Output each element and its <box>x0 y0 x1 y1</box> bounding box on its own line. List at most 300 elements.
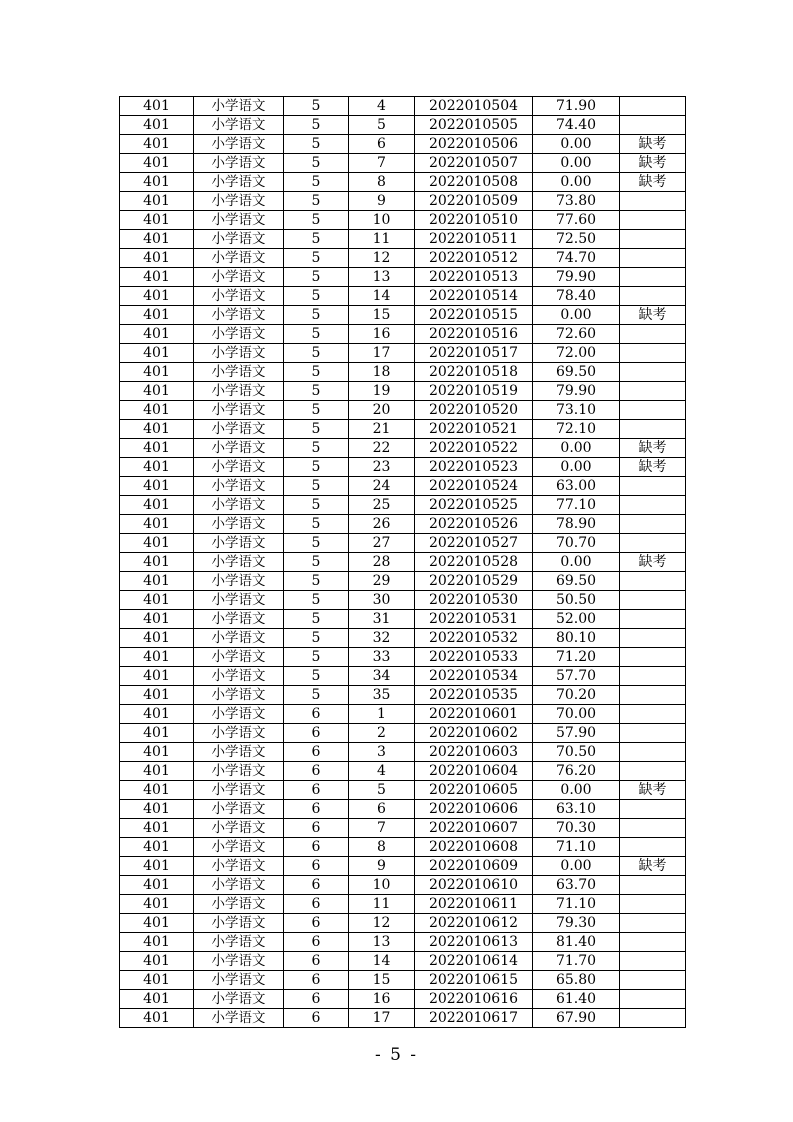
room-cell: 6 <box>284 743 349 762</box>
remark-cell: 缺考 <box>620 306 686 325</box>
exam-code-cell: 401 <box>120 876 194 895</box>
exam-code-cell: 401 <box>120 515 194 534</box>
seat-cell: 15 <box>349 306 415 325</box>
room-cell: 5 <box>284 458 349 477</box>
remark-cell <box>620 534 686 553</box>
room-cell: 6 <box>284 857 349 876</box>
subject-cell: 小学语文 <box>194 515 284 534</box>
score-cell: 0.00 <box>533 781 620 800</box>
seat-cell: 1 <box>349 705 415 724</box>
subject-cell: 小学语文 <box>194 249 284 268</box>
ticket-number-cell: 2022010524 <box>415 477 533 496</box>
ticket-number-cell: 2022010516 <box>415 325 533 344</box>
score-cell: 78.90 <box>533 515 620 534</box>
exam-code-cell: 401 <box>120 249 194 268</box>
room-cell: 5 <box>284 249 349 268</box>
subject-cell: 小学语文 <box>194 344 284 363</box>
seat-cell: 14 <box>349 287 415 306</box>
seat-cell: 32 <box>349 629 415 648</box>
subject-cell: 小学语文 <box>194 287 284 306</box>
score-cell: 72.00 <box>533 344 620 363</box>
score-cell: 67.90 <box>533 1009 620 1028</box>
exam-code-cell: 401 <box>120 458 194 477</box>
exam-code-cell: 401 <box>120 610 194 629</box>
subject-cell: 小学语文 <box>194 686 284 705</box>
remark-cell <box>620 382 686 401</box>
ticket-number-cell: 2022010507 <box>415 154 533 173</box>
table-row <box>120 211 686 230</box>
remark-cell <box>620 762 686 781</box>
subject-cell: 小学语文 <box>194 971 284 990</box>
room-cell: 5 <box>284 344 349 363</box>
score-cell: 70.50 <box>533 743 620 762</box>
table-row <box>120 154 686 173</box>
room-cell: 5 <box>284 401 349 420</box>
exam-code-cell: 401 <box>120 724 194 743</box>
exam-code-cell: 401 <box>120 990 194 1009</box>
subject-cell: 小学语文 <box>194 439 284 458</box>
exam-code-cell: 401 <box>120 420 194 439</box>
score-cell: 72.10 <box>533 420 620 439</box>
exam-code-cell: 401 <box>120 553 194 572</box>
exam-code-cell: 401 <box>120 344 194 363</box>
seat-cell: 17 <box>349 344 415 363</box>
room-cell: 5 <box>284 496 349 515</box>
subject-cell: 小学语文 <box>194 876 284 895</box>
seat-cell: 16 <box>349 325 415 344</box>
ticket-number-cell: 2022010532 <box>415 629 533 648</box>
score-cell: 0.00 <box>533 458 620 477</box>
table-row <box>120 173 686 192</box>
subject-cell: 小学语文 <box>194 496 284 515</box>
room-cell: 5 <box>284 591 349 610</box>
room-cell: 6 <box>284 990 349 1009</box>
ticket-number-cell: 2022010612 <box>415 914 533 933</box>
seat-cell: 17 <box>349 1009 415 1028</box>
remark-cell <box>620 268 686 287</box>
room-cell: 5 <box>284 629 349 648</box>
room-cell: 5 <box>284 382 349 401</box>
score-cell: 65.80 <box>533 971 620 990</box>
remark-cell <box>620 952 686 971</box>
score-cell: 0.00 <box>533 553 620 572</box>
ticket-number-cell: 2022010530 <box>415 591 533 610</box>
exam-code-cell: 401 <box>120 800 194 819</box>
subject-cell: 小学语文 <box>194 173 284 192</box>
table-row <box>120 705 686 724</box>
ticket-number-cell: 2022010534 <box>415 667 533 686</box>
room-cell: 5 <box>284 648 349 667</box>
room-cell: 5 <box>284 572 349 591</box>
score-cell: 71.70 <box>533 952 620 971</box>
remark-cell: 缺考 <box>620 135 686 154</box>
remark-cell <box>620 895 686 914</box>
table-row <box>120 724 686 743</box>
ticket-number-cell: 2022010601 <box>415 705 533 724</box>
room-cell: 6 <box>284 838 349 857</box>
remark-cell <box>620 325 686 344</box>
seat-cell: 29 <box>349 572 415 591</box>
room-cell: 5 <box>284 610 349 629</box>
table-row <box>120 420 686 439</box>
score-cell: 63.70 <box>533 876 620 895</box>
seat-cell: 3 <box>349 743 415 762</box>
ticket-number-cell: 2022010515 <box>415 306 533 325</box>
room-cell: 6 <box>284 762 349 781</box>
table-row <box>120 515 686 534</box>
remark-cell <box>620 420 686 439</box>
room-cell: 5 <box>284 268 349 287</box>
table-row <box>120 382 686 401</box>
exam-code-cell: 401 <box>120 211 194 230</box>
room-cell: 6 <box>284 971 349 990</box>
ticket-number-cell: 2022010607 <box>415 819 533 838</box>
score-cell: 61.40 <box>533 990 620 1009</box>
table-row <box>120 743 686 762</box>
ticket-number-cell: 2022010531 <box>415 610 533 629</box>
seat-cell: 12 <box>349 914 415 933</box>
table-row <box>120 781 686 800</box>
exam-code-cell: 401 <box>120 591 194 610</box>
remark-cell: 缺考 <box>620 857 686 876</box>
remark-cell <box>620 230 686 249</box>
remark-cell <box>620 629 686 648</box>
room-cell: 5 <box>284 420 349 439</box>
table-row <box>120 971 686 990</box>
room-cell: 5 <box>284 686 349 705</box>
seat-cell: 8 <box>349 173 415 192</box>
score-cell: 78.40 <box>533 287 620 306</box>
ticket-number-cell: 2022010523 <box>415 458 533 477</box>
table-row <box>120 439 686 458</box>
room-cell: 6 <box>284 933 349 952</box>
page-number: - 5 - <box>374 1045 419 1065</box>
room-cell: 5 <box>284 230 349 249</box>
score-cell: 0.00 <box>533 439 620 458</box>
ticket-number-cell: 2022010617 <box>415 1009 533 1028</box>
table-row <box>120 363 686 382</box>
table-row <box>120 116 686 135</box>
seat-cell: 11 <box>349 895 415 914</box>
remark-cell <box>620 1009 686 1028</box>
room-cell: 5 <box>284 325 349 344</box>
seat-cell: 9 <box>349 857 415 876</box>
ticket-number-cell: 2022010606 <box>415 800 533 819</box>
ticket-number-cell: 2022010609 <box>415 857 533 876</box>
subject-cell: 小学语文 <box>194 667 284 686</box>
room-cell: 6 <box>284 800 349 819</box>
table-row <box>120 610 686 629</box>
ticket-number-cell: 2022010613 <box>415 933 533 952</box>
exam-code-cell: 401 <box>120 838 194 857</box>
table-row <box>120 268 686 287</box>
table-row <box>120 876 686 895</box>
table-row <box>120 230 686 249</box>
subject-cell: 小学语文 <box>194 610 284 629</box>
table-row <box>120 249 686 268</box>
score-cell: 0.00 <box>533 173 620 192</box>
score-cell: 77.60 <box>533 211 620 230</box>
remark-cell <box>620 648 686 667</box>
score-cell: 70.70 <box>533 534 620 553</box>
table-row <box>120 97 686 116</box>
exam-code-cell: 401 <box>120 287 194 306</box>
ticket-number-cell: 2022010521 <box>415 420 533 439</box>
score-cell: 74.40 <box>533 116 620 135</box>
seat-cell: 26 <box>349 515 415 534</box>
exam-code-cell: 401 <box>120 572 194 591</box>
score-cell: 0.00 <box>533 857 620 876</box>
remark-cell: 缺考 <box>620 439 686 458</box>
seat-cell: 34 <box>349 667 415 686</box>
subject-cell: 小学语文 <box>194 401 284 420</box>
table-row <box>120 895 686 914</box>
seat-cell: 4 <box>349 762 415 781</box>
seat-cell: 13 <box>349 933 415 952</box>
remark-cell <box>620 249 686 268</box>
score-cell: 73.10 <box>533 401 620 420</box>
exam-code-cell: 401 <box>120 135 194 154</box>
seat-cell: 8 <box>349 838 415 857</box>
remark-cell: 缺考 <box>620 173 686 192</box>
room-cell: 6 <box>284 876 349 895</box>
seat-cell: 4 <box>349 97 415 116</box>
ticket-number-cell: 2022010517 <box>415 344 533 363</box>
table-row <box>120 762 686 781</box>
table-row <box>120 192 686 211</box>
seat-cell: 7 <box>349 154 415 173</box>
subject-cell: 小学语文 <box>194 572 284 591</box>
room-cell: 5 <box>284 97 349 116</box>
score-cell: 77.10 <box>533 496 620 515</box>
seat-cell: 24 <box>349 477 415 496</box>
remark-cell <box>620 496 686 515</box>
subject-cell: 小学语文 <box>194 325 284 344</box>
room-cell: 5 <box>284 173 349 192</box>
subject-cell: 小学语文 <box>194 116 284 135</box>
subject-cell: 小学语文 <box>194 306 284 325</box>
seat-cell: 14 <box>349 952 415 971</box>
table-row <box>120 534 686 553</box>
remark-cell <box>620 572 686 591</box>
exam-code-cell: 401 <box>120 762 194 781</box>
subject-cell: 小学语文 <box>194 800 284 819</box>
score-cell: 70.20 <box>533 686 620 705</box>
remark-cell <box>620 743 686 762</box>
ticket-number-cell: 2022010608 <box>415 838 533 857</box>
exam-code-cell: 401 <box>120 686 194 705</box>
room-cell: 6 <box>284 819 349 838</box>
seat-cell: 28 <box>349 553 415 572</box>
subject-cell: 小学语文 <box>194 420 284 439</box>
ticket-number-cell: 2022010616 <box>415 990 533 1009</box>
score-cell: 80.10 <box>533 629 620 648</box>
subject-cell: 小学语文 <box>194 857 284 876</box>
ticket-number-cell: 2022010614 <box>415 952 533 971</box>
subject-cell: 小学语文 <box>194 553 284 572</box>
exam-code-cell: 401 <box>120 401 194 420</box>
remark-cell <box>620 363 686 382</box>
remark-cell <box>620 192 686 211</box>
remark-cell <box>620 800 686 819</box>
subject-cell: 小学语文 <box>194 477 284 496</box>
remark-cell <box>620 724 686 743</box>
subject-cell: 小学语文 <box>194 914 284 933</box>
subject-cell: 小学语文 <box>194 990 284 1009</box>
score-cell: 74.70 <box>533 249 620 268</box>
ticket-number-cell: 2022010535 <box>415 686 533 705</box>
remark-cell <box>620 477 686 496</box>
seat-cell: 5 <box>349 116 415 135</box>
table-row <box>120 914 686 933</box>
ticket-number-cell: 2022010525 <box>415 496 533 515</box>
table-row <box>120 857 686 876</box>
remark-cell <box>620 211 686 230</box>
ticket-number-cell: 2022010508 <box>415 173 533 192</box>
ticket-number-cell: 2022010520 <box>415 401 533 420</box>
room-cell: 5 <box>284 135 349 154</box>
ticket-number-cell: 2022010512 <box>415 249 533 268</box>
exam-code-cell: 401 <box>120 477 194 496</box>
seat-cell: 23 <box>349 458 415 477</box>
exam-code-cell: 401 <box>120 97 194 116</box>
ticket-number-cell: 2022010528 <box>415 553 533 572</box>
table-row <box>120 306 686 325</box>
score-cell: 71.10 <box>533 838 620 857</box>
subject-cell: 小学语文 <box>194 952 284 971</box>
ticket-number-cell: 2022010615 <box>415 971 533 990</box>
score-cell: 79.90 <box>533 268 620 287</box>
room-cell: 5 <box>284 553 349 572</box>
subject-cell: 小学语文 <box>194 648 284 667</box>
room-cell: 5 <box>284 192 349 211</box>
seat-cell: 13 <box>349 268 415 287</box>
ticket-number-cell: 2022010522 <box>415 439 533 458</box>
table-row <box>120 325 686 344</box>
ticket-number-cell: 2022010509 <box>415 192 533 211</box>
table-row <box>120 800 686 819</box>
remark-cell <box>620 819 686 838</box>
ticket-number-cell: 2022010529 <box>415 572 533 591</box>
seat-cell: 2 <box>349 724 415 743</box>
table-row <box>120 344 686 363</box>
ticket-number-cell: 2022010506 <box>415 135 533 154</box>
room-cell: 5 <box>284 306 349 325</box>
remark-cell <box>620 933 686 952</box>
exam-code-cell: 401 <box>120 116 194 135</box>
subject-cell: 小学语文 <box>194 211 284 230</box>
seat-cell: 5 <box>349 781 415 800</box>
seat-cell: 35 <box>349 686 415 705</box>
exam-code-cell: 401 <box>120 819 194 838</box>
score-cell: 72.60 <box>533 325 620 344</box>
ticket-number-cell: 2022010605 <box>415 781 533 800</box>
table-row <box>120 838 686 857</box>
remark-cell <box>620 97 686 116</box>
remark-cell <box>620 401 686 420</box>
subject-cell: 小学语文 <box>194 819 284 838</box>
score-cell: 63.10 <box>533 800 620 819</box>
score-cell: 79.30 <box>533 914 620 933</box>
exam-code-cell: 401 <box>120 933 194 952</box>
score-cell: 71.20 <box>533 648 620 667</box>
ticket-number-cell: 2022010610 <box>415 876 533 895</box>
score-cell: 76.20 <box>533 762 620 781</box>
seat-cell: 6 <box>349 800 415 819</box>
exam-code-cell: 401 <box>120 648 194 667</box>
exam-code-cell: 401 <box>120 154 194 173</box>
subject-cell: 小学语文 <box>194 705 284 724</box>
score-cell: 0.00 <box>533 154 620 173</box>
seat-cell: 20 <box>349 401 415 420</box>
seat-cell: 9 <box>349 192 415 211</box>
table-row <box>120 648 686 667</box>
score-cell: 72.50 <box>533 230 620 249</box>
remark-cell: 缺考 <box>620 154 686 173</box>
room-cell: 5 <box>284 534 349 553</box>
room-cell: 6 <box>284 895 349 914</box>
room-cell: 6 <box>284 914 349 933</box>
table-row <box>120 553 686 572</box>
exam-code-cell: 401 <box>120 629 194 648</box>
score-cell: 70.00 <box>533 705 620 724</box>
score-cell: 69.50 <box>533 572 620 591</box>
table-row <box>120 667 686 686</box>
remark-cell <box>620 990 686 1009</box>
remark-cell <box>620 591 686 610</box>
exam-code-cell: 401 <box>120 895 194 914</box>
subject-cell: 小学语文 <box>194 724 284 743</box>
score-cell: 79.90 <box>533 382 620 401</box>
subject-cell: 小学语文 <box>194 458 284 477</box>
score-cell: 63.00 <box>533 477 620 496</box>
remark-cell <box>620 116 686 135</box>
table-row <box>120 933 686 952</box>
seat-cell: 10 <box>349 211 415 230</box>
exam-code-cell: 401 <box>120 534 194 553</box>
exam-code-cell: 401 <box>120 705 194 724</box>
ticket-number-cell: 2022010505 <box>415 116 533 135</box>
room-cell: 6 <box>284 705 349 724</box>
seat-cell: 15 <box>349 971 415 990</box>
room-cell: 5 <box>284 515 349 534</box>
exam-code-cell: 401 <box>120 971 194 990</box>
subject-cell: 小学语文 <box>194 534 284 553</box>
table-row <box>120 458 686 477</box>
ticket-number-cell: 2022010519 <box>415 382 533 401</box>
seat-cell: 7 <box>349 819 415 838</box>
seat-cell: 18 <box>349 363 415 382</box>
table-body <box>120 97 686 1028</box>
remark-cell <box>620 838 686 857</box>
table-row <box>120 477 686 496</box>
exam-code-cell: 401 <box>120 325 194 344</box>
exam-code-cell: 401 <box>120 781 194 800</box>
room-cell: 5 <box>284 363 349 382</box>
room-cell: 6 <box>284 1009 349 1028</box>
exam-code-cell: 401 <box>120 230 194 249</box>
remark-cell <box>620 667 686 686</box>
ticket-number-cell: 2022010604 <box>415 762 533 781</box>
subject-cell: 小学语文 <box>194 1009 284 1028</box>
score-cell: 70.30 <box>533 819 620 838</box>
seat-cell: 11 <box>349 230 415 249</box>
remark-cell <box>620 971 686 990</box>
table-row <box>120 1009 686 1028</box>
seat-cell: 33 <box>349 648 415 667</box>
table-row <box>120 591 686 610</box>
subject-cell: 小学语文 <box>194 230 284 249</box>
